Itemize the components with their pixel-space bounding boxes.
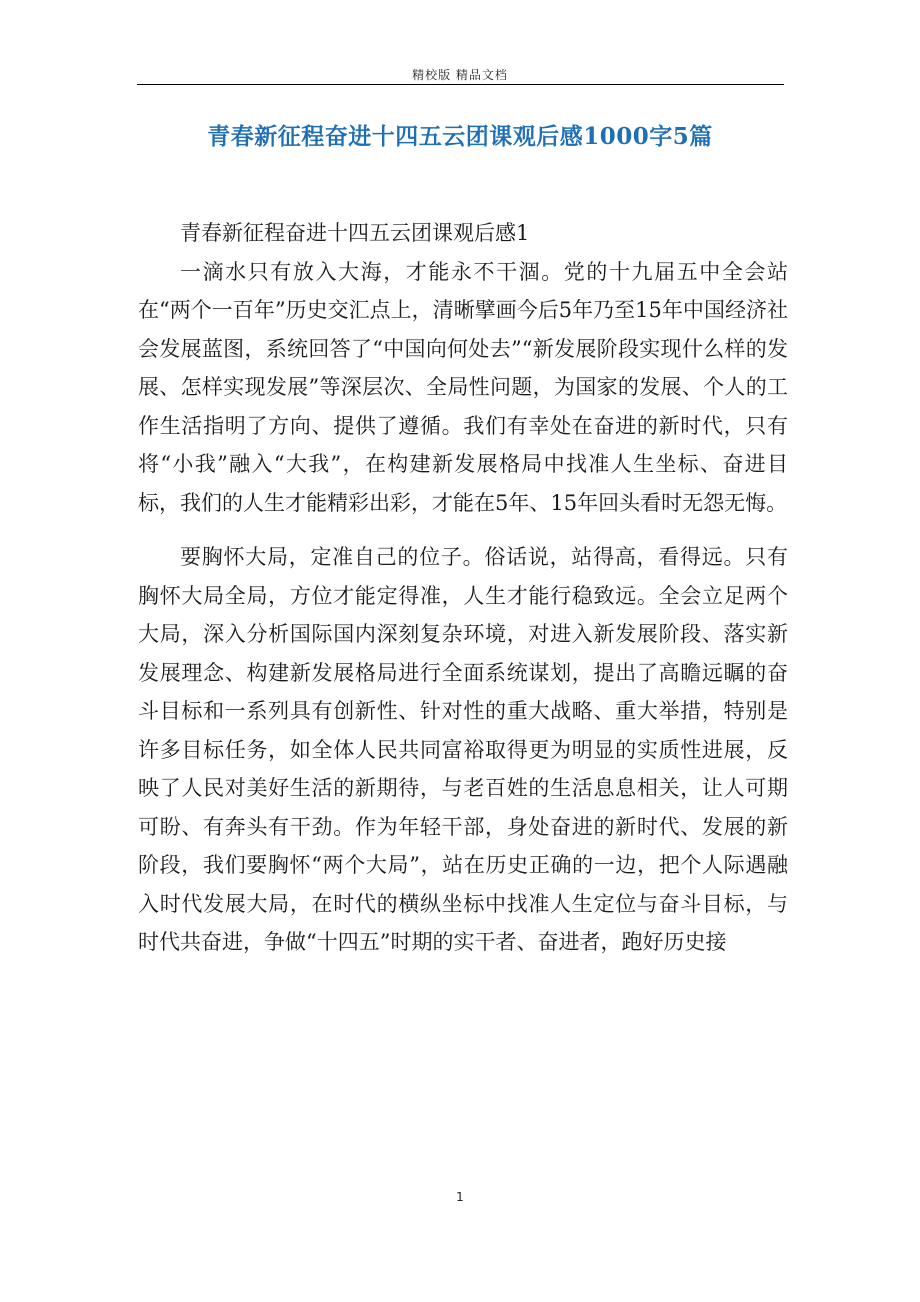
header-divider [137,84,784,85]
page-number: 1 [456,1190,464,1204]
section-heading: 青春新征程奋进十四五云团课观后感1 [180,221,530,245]
paragraph-2: 要胸怀大局，定准自己的位子。俗话说，站得高，看得远。只有胸怀大局全局，方位才能定得准，人生才能行稳致远。全会立足两个大局，深入分析国际国内深刻复杂环境，对进入新发展阶段、落实新发展理念、构建新发展格局进行全面系统谋划，提出了高瞻远瞩的奋斗目标和一系列具有创新性、针对性的重大战略、重大举措，特别是许多目标任务，如全体人民共同富裕取得更为明显的实质性进展，反映了人民对美好生活的新期待，与老百姓的生活息息相关，让人可期可盼、有奔头有干劲。作为年轻干部，身处奋进的新时代、发展的新阶段，我们要胸怀“两个大局”，站在历史正确的一边，把个人际遇融入时代发展大局，在时代的横纵坐标中找准人生定位与奋斗目标，与时代共奋进，争做“十四五”时期的实干者、奋进者，跑好历史接 [138,545,788,954]
document-body [138,214,788,962]
paragraph-1: 一滴水只有放入大海，才能永不干涸。党的十九届五中全会站在“两个一百年”历史交汇点上，清晰擘画今后5年乃至15年中国经济社会发展蓝图，系统回答了“中国向何处去”“新发展阶段实现什么样的发展、怎样实现发展”等深层次、全局性问题，为国家的发展、个人的工作生活指明了方向、提供了遵循。我们有幸处在奋进的新时代，只有将“小我”融入“大我”，在构建新发展格局中找准人生坐标、奋进目标，我们的人生才能精彩出彩，才能在5年、15年回头看时无怨无悔。 [138,259,788,515]
page-header-label: 精校版 精品文档 [412,68,508,82]
document-title: 青春新征程奋进十四五云团课观后感1000字5篇 [207,123,713,150]
